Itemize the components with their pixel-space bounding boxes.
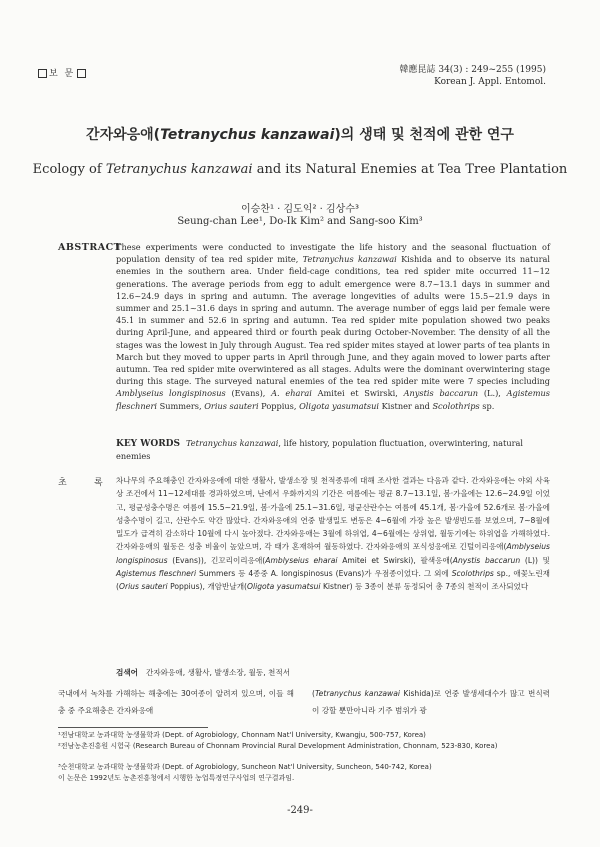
- footnote-1: ¹전남대학교 농과대학 농생물학과 (Dept. of Agrobiology, Chonnam Nat'l University, Kwangju, 500-757, Korea): [58, 731, 426, 739]
- korean-abstract-label: 초: [58, 478, 67, 488]
- korean-abstract-text: 차나무의 주요해충인 간자와응애에 대한 생활사, 발생소장 및 천적종류에 대해 조사한 결과는 다음과 같다. 간자와응애는 야외 사육상 조건에서 11~12세대를 경과하였으며, 난에서 우화까지의 기간은 여름에는 평균 8.7~13.1일, 봄·가을에는 12.6~24.9일 이었고, 평균성충수명은 여름에 15.5~21.9일, 봄·가을에 25.1~31.6일, 평균산란수는 여름에 45.1개, 봄·가을에 52.6개로 봄·가을에 성충수명이 길고, 산란수도 약간 많았다. 간자와응애의 연중 발생밀도 변동은 4~6월에 가장 높은 발생빈도를 보였으며, 7~8월에 밀도가 급격히 감소하다 10월에 다시 높아졌다. 간자와응애는 3월에 하위엽, 4~6월에는 상위엽, 월동기에는 하위엽을 가해하였다. 간자와응애의 월동은 성충 비율이 높았으며, 각 태가 혼재하여 월동하였다. 간자와응애의 포식성응애로 긴털이리응애(Amblyseius longispinosus (Evans)), 긴꼬리이리응애(Amblyseius eharai Amitei et Swirski), 팔색응애(Anystis baccarun (L)) 및 Agistemus fleschneri Summers 등 4종중 A. longispinosus (Evans)가 우점종이었다. 그 외에 Scolothrips sp., 애꽃노린재(Orius sauteri Poppius), 개암반날개(Oligota yasumatsui Kistner) 등 3종이 분류 동정되어 총 7종의 천적이 조사되었다: [116, 476, 551, 592]
- checkbox-icon: [77, 69, 86, 78]
- keywords-species: Tetranychus kanzawai: [185, 438, 279, 448]
- footnote-4: 이 논문은 1992년도 농촌진흥청에서 시행한 농업특정연구사업의 연구결과임.: [58, 774, 295, 782]
- article-type-label: [36, 66, 88, 79]
- intro-right-column: (Tetranychus kanzawai Kishida)로 연중 발생세대수가 많고 번식력이 강할 뿐만아니라 기주 범위가 광: [312, 689, 550, 715]
- journal-line: 韓應昆誌 34(3) : 249~255 (1995): [399, 65, 546, 75]
- korean-keywords-text: 간자와응애, 생활사, 발생소장, 월동, 천적서: [146, 668, 291, 677]
- article-type-text: 보 문: [49, 69, 76, 79]
- keywords-label: KEY WORDS: [116, 439, 180, 449]
- authors-english: Seung-chan Lee¹, Do-Ik Kim² and Sang-soo Kim³: [177, 216, 423, 227]
- journal-english: Korean J. Appl. Entomol.: [434, 77, 546, 87]
- keywords: [116, 437, 550, 462]
- checkbox-icon: [38, 69, 47, 78]
- abstract-text: These experiments were conducted to investigate the life history and the seasonal fluctuation of population density of tea red spider mite, Tetranychus kanzawai Kishida and to observe its natural enemies in the southern area. Under field-cage conditions, tea red spider mite occurred 11~12 generations. The average periods from egg to adult emergence were 8.7~13.1 days in summer and 12.6~24.9 days in spring and autumn. The average longevities of adults were 15.5~21.9 days in summer and 25.1~31.6 days in spring and autumn. The average number of eggs laid per female were 45.1 in summer and 52.6 in spring and autumn. Tea red spider mite population showed two peaks during April-June, and appeared third or fourth peak during October-November. The density of all the stages was the lowest in July through August. Tea red spider mites stayed at lower parts of tea plants in March but they moved to upper parts in April through June, and they again moved to lower parts after autumn. Tea red spider mite overwintered as all stages. Adults were the dominant overwintering stage during this stage. The surveyed natural enemies of the tea red spider mite were 7 species including Amblyseius longispinosus (Evans), A. eharai Amitei et Swirski, Anystis baccarun (L.), Agistemus fleschneri Summers, Orius sauteri Poppius, Oligota yasumatsui Kistner and Scolothrips sp.: [116, 242, 550, 411]
- title-ko-part: 간자와응애(: [86, 127, 161, 143]
- title-english: [0, 162, 600, 177]
- abstract-label: ABSTRACT: [58, 242, 122, 253]
- title-en-part: and its Natural Enemies at Tea Tree Plantation: [252, 162, 568, 177]
- title-ko-part: )의 생태 및 천적에 관한 연구: [334, 127, 514, 143]
- footnote-2: ²전남농촌진흥원 시험국 (Research Bureau of Chonnam Provincial Rural Development Administration, Chonnam, 523-830, Korea): [58, 742, 498, 750]
- intro-left-column: 국내에서 녹차를 가해하는 해충에는 30여종이 알려져 있으며, 이들 해충 중 주요해충은 간자와응애: [58, 689, 294, 715]
- korean-keywords-label: 검색어: [116, 668, 139, 677]
- title-ko-species: Tetranychus kanzawai: [160, 127, 335, 143]
- title-korean: [0, 124, 600, 144]
- keywords-text: , life history, population fluctuation, overwintering, natural enemies: [116, 438, 524, 462]
- footnote-rule: [58, 727, 208, 728]
- authors-korean: 이승찬¹ · 김도익² · 김상수³: [240, 204, 360, 215]
- korean-abstract-label: 록: [94, 478, 103, 488]
- journal-citation: [380, 64, 546, 88]
- title-en-part: Ecology of: [32, 162, 106, 177]
- title-en-species: Tetranychus kanzawai: [105, 162, 253, 177]
- page-number: -249-: [287, 805, 313, 816]
- korean-keywords: [116, 667, 550, 678]
- footnote-3: ³순천대학교 농과대학 농생물학과 (Dept. of Agrobiology, Suncheon Nat'l University, Suncheon, 540-742, Korea): [58, 763, 432, 771]
